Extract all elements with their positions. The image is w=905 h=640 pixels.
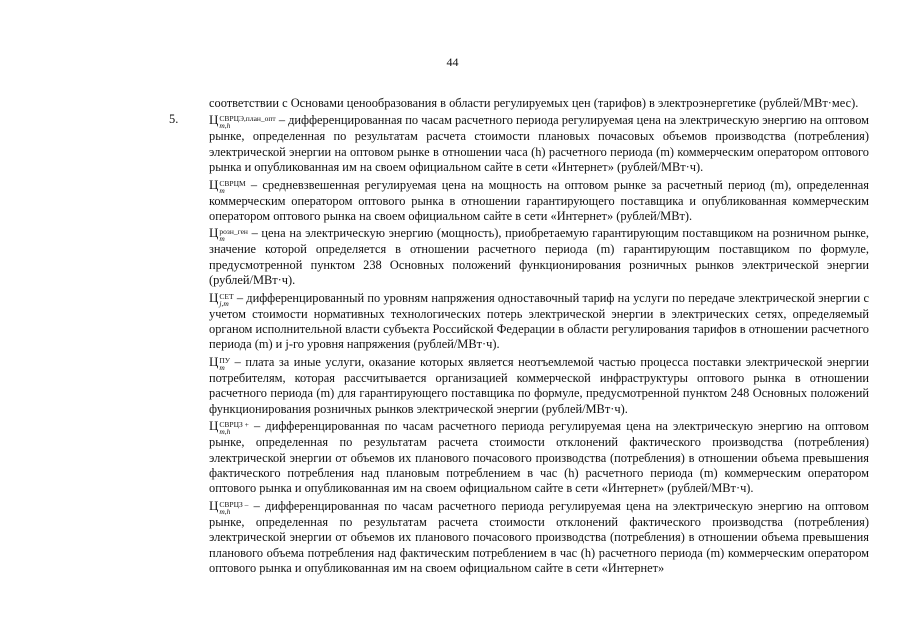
symbol-subscript: j,m xyxy=(219,298,229,308)
symbol-scripts xyxy=(219,501,248,515)
formula-symbol xyxy=(209,225,248,244)
symbol-base: Ц xyxy=(209,112,219,128)
formula-symbol xyxy=(209,112,276,131)
symbol-subscript: m xyxy=(219,234,225,244)
symbol-subscript: m xyxy=(219,185,225,195)
symbol-superscript: СЕТ xyxy=(219,291,234,301)
list-item-number: 5. xyxy=(169,112,179,127)
symbol-scripts xyxy=(219,421,248,435)
document-body xyxy=(169,96,869,576)
paragraph-text: – дифференцированный по уровням напряжения одноставочный тариф на услуги по передаче электрической энергии с учетом стоимости нормативных технологических потерь электрической энергии в электрических сетях, определяемый органом исполнительной власти субъекта Российской Федерации в области регулирования тарифов в отношении расчетного периода (m) и j-го уровня напряжения (рублей/МВт·ч). xyxy=(209,290,869,352)
paragraph xyxy=(209,290,869,353)
paragraph-text: – средневзвешенная регулируемая цена на мощность на оптовом рынке за расчетный период (m), определенная коммерческим оператором оптового рынка в отношении гарантирующего поставщика и опубликованная коммерческим оператором оптового рынка на своем официальном сайте в сети «Интернет» (рублей/МВт). xyxy=(209,177,869,224)
formula-symbol xyxy=(209,353,231,372)
symbol-superscript: ПУ xyxy=(219,355,231,365)
paragraph xyxy=(209,498,869,577)
formula-symbol xyxy=(209,176,246,195)
paragraph-text: – дифференцированная по часам расчетного периода регулируемая цена на электрическую энергию на оптовом рынке, определенная по результатам расчета стоимости плановых почасовых объемов производства (потребления) электрической энергии на оптовом рынке в отношении часа (h) расчетного периода (m) коммерческим оператором оптового рынка и опубликованная им на своем официальном сайте в сети «Интернет» (рублей/МВт·ч). xyxy=(209,113,869,175)
symbol-superscript: СВРЦЭ,план_опт xyxy=(219,114,276,124)
formula-symbol xyxy=(209,289,234,308)
paragraph-text: – дифференцированная по часам расчетного периода регулируемая цена на электрическую энергию на оптовом рынке, определенная по результатам расчета стоимости отклонений фактического производства (потребления) электрической энергии от объемов их планового почасового производства (потребления) в отношении объема превышения планового объема потребления над фактическим потреблением в час (h) расчетного периода (m) коммерческим оператором оптового рынка и опубликованная им на своем официальном сайте в сети «Интернет» xyxy=(209,498,869,575)
paragraph-text: – плата за иные услуги, оказание которых является неотъемлемой частью процесса поставки электрической энергии потребителям, которая рассчитывается организацией коммерческой инфраструктуры оптового рынка в отношении расчетного периода (m) для гарантирующего поставщика по формуле, предусмотренной пунктом 248 Основных положений функционирования розничных рынков электрической энергии (рублей/МВт·ч). xyxy=(209,354,869,416)
symbol-base: Ц xyxy=(209,418,219,434)
symbol-subscript: m,h xyxy=(219,506,231,516)
symbol-base: Ц xyxy=(209,176,219,192)
symbol-scripts xyxy=(219,357,230,371)
paragraph xyxy=(169,112,869,175)
paragraph-text: – цена на электрическую энергию (мощность), приобретаемую гарантирующим поставщиком на розничном рынке, значение которой определяется в отношении расчетного периода (m) гарантирующим поставщиком по формуле, предусмотренной пунктом 238 Основных положений функционирования розничных рынков электрической энергии (рублей/МВт·ч). xyxy=(209,226,869,288)
symbol-scripts xyxy=(219,115,275,129)
symbol-base: Ц xyxy=(209,225,219,241)
symbol-base: Ц xyxy=(209,353,219,369)
symbol-base: Ц xyxy=(209,289,219,305)
symbol-scripts xyxy=(219,228,248,242)
symbol-superscript: розн_ген xyxy=(219,227,248,237)
symbol-superscript: СВРЦМ xyxy=(219,178,246,188)
symbol-superscript: СВРЦЗ – xyxy=(219,499,249,509)
page-number: 44 xyxy=(446,55,459,69)
paragraph xyxy=(209,177,869,225)
paragraph xyxy=(209,354,869,417)
paragraph-text: – дифференцированная по часам расчетного периода регулируемая цена на электрическую энергию на оптовом рынке, определенная по результатам расчета стоимости отклонений фактического производства (потребления) электрической энергии от объемов их планового почасового производства (потребления) в отношении объема превышения фактического потребления над плановым потреблением в час (h) расчетного периода (m) коммерческим оператором оптового рынка и опубликованная им на своем официальном сайте в сети «Интернет» (рублей/МВт·ч). xyxy=(209,419,869,496)
formula-symbol xyxy=(209,418,249,437)
paragraph xyxy=(209,418,869,497)
symbol-subscript: m,h xyxy=(219,427,231,437)
symbol-subscript: m,h xyxy=(219,121,231,131)
symbol-scripts xyxy=(219,180,245,194)
paragraph xyxy=(209,225,869,288)
symbol-subscript: m xyxy=(219,362,225,372)
symbol-scripts xyxy=(219,293,233,307)
paragraph-text: соответствии с Основами ценообразования в области регулируемых цен (тарифов) в электроэнергетике (рублей/МВт·мес). xyxy=(209,96,859,110)
symbol-base: Ц xyxy=(209,497,219,513)
paragraph xyxy=(209,96,869,111)
formula-symbol xyxy=(209,497,249,516)
symbol-superscript: СВРЦЗ + xyxy=(219,420,249,430)
